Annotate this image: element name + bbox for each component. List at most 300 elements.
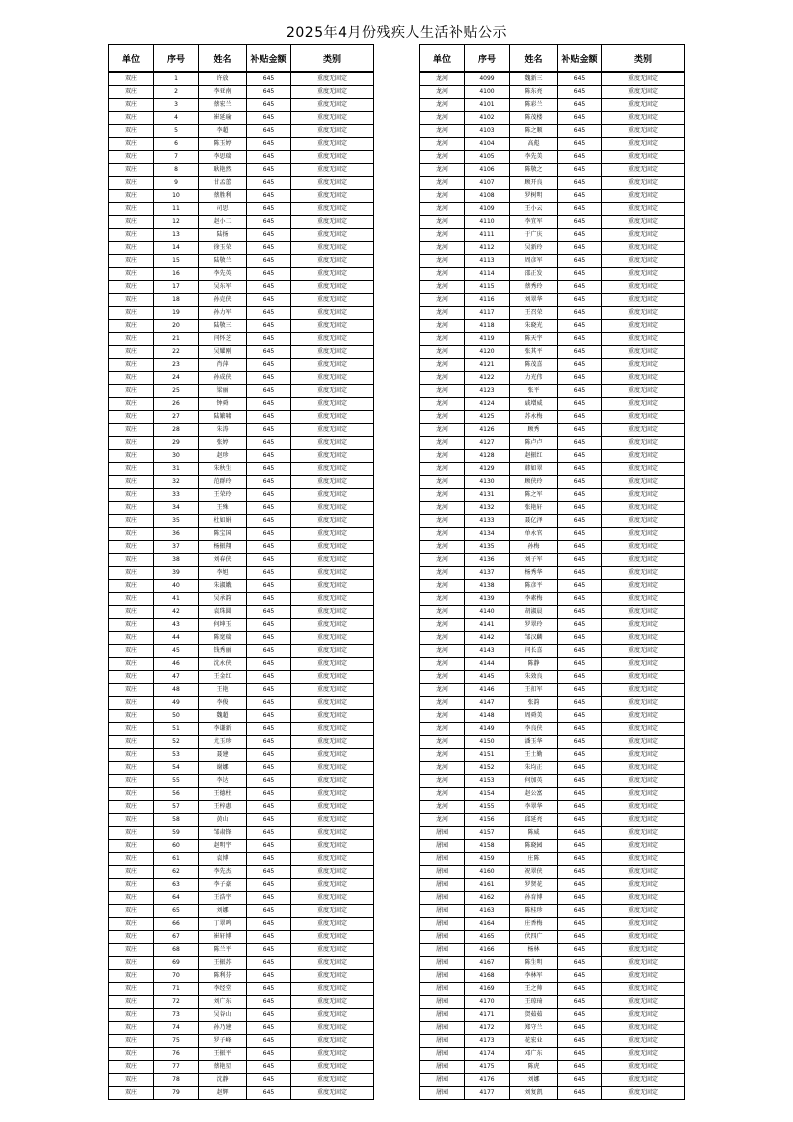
name-cell: 沈永侠 <box>199 658 247 671</box>
type-cell: 重度无固定 <box>602 1035 685 1048</box>
amount-cell: 645 <box>247 1022 291 1035</box>
type-cell: 重度无固定 <box>291 593 374 606</box>
table-row <box>109 814 374 827</box>
amount-cell: 645 <box>247 281 291 294</box>
name-cell: 吴谷山 <box>199 1009 247 1022</box>
amount-cell: 645 <box>247 892 291 905</box>
type-cell: 重度无固定 <box>291 788 374 801</box>
unit-cell: 屠园 <box>420 1009 465 1022</box>
unit-cell: 屠园 <box>420 1035 465 1048</box>
name-cell: 陈东亮 <box>510 86 558 99</box>
table-row <box>109 632 374 645</box>
name-cell: 闫怀芝 <box>199 333 247 346</box>
unit-cell: 龙河 <box>420 749 465 762</box>
type-cell: 重度无固定 <box>291 567 374 580</box>
table-row <box>420 645 685 658</box>
table-row <box>109 1074 374 1087</box>
table-row <box>109 905 374 918</box>
seq-cell: 23 <box>154 359 199 372</box>
seq-cell: 4107 <box>465 177 510 190</box>
unit-cell: 双庄 <box>109 346 154 359</box>
table-row <box>420 515 685 528</box>
unit-cell: 双庄 <box>109 398 154 411</box>
amount-cell: 645 <box>247 931 291 944</box>
seq-cell: 4099 <box>465 72 510 86</box>
unit-cell: 双庄 <box>109 86 154 99</box>
name-cell: 邱延亮 <box>510 814 558 827</box>
unit-cell: 双庄 <box>109 944 154 957</box>
seq-cell: 4168 <box>465 970 510 983</box>
header-name: 姓名 <box>510 45 558 73</box>
table-row <box>109 671 374 684</box>
unit-cell: 双庄 <box>109 502 154 515</box>
seq-cell: 4125 <box>465 411 510 424</box>
name-cell: 李先美 <box>510 151 558 164</box>
amount-cell: 645 <box>247 853 291 866</box>
type-cell: 重度无固定 <box>291 307 374 320</box>
name-cell: 陈晓园 <box>510 840 558 853</box>
amount-cell: 645 <box>558 697 602 710</box>
seq-cell: 4175 <box>465 1061 510 1074</box>
name-cell: 胡淑晨 <box>510 606 558 619</box>
subsidy-table-right <box>419 44 685 1100</box>
type-cell: 重度无固定 <box>291 112 374 125</box>
seq-cell: 4148 <box>465 710 510 723</box>
amount-cell: 645 <box>247 580 291 593</box>
table-row <box>420 242 685 255</box>
table-row <box>109 528 374 541</box>
unit-cell: 龙河 <box>420 359 465 372</box>
type-cell: 重度无固定 <box>291 1009 374 1022</box>
table-row <box>109 957 374 970</box>
name-cell: 杨秀华 <box>510 567 558 580</box>
amount-cell: 645 <box>247 710 291 723</box>
table-row <box>420 528 685 541</box>
name-cell: 崔轩博 <box>199 931 247 944</box>
unit-cell: 双庄 <box>109 788 154 801</box>
unit-cell: 龙河 <box>420 242 465 255</box>
table-row <box>109 424 374 437</box>
type-cell: 重度无固定 <box>291 840 374 853</box>
unit-cell: 屠园 <box>420 879 465 892</box>
name-cell: 袁博 <box>199 853 247 866</box>
type-cell: 重度无固定 <box>602 619 685 632</box>
seq-cell: 63 <box>154 879 199 892</box>
seq-cell: 4122 <box>465 372 510 385</box>
name-cell: 李翠华 <box>510 801 558 814</box>
amount-cell: 645 <box>558 72 602 86</box>
name-cell: 孙力军 <box>199 307 247 320</box>
seq-cell: 7 <box>154 151 199 164</box>
name-cell: 袁珠圆 <box>199 606 247 619</box>
amount-cell: 645 <box>247 99 291 112</box>
unit-cell: 双庄 <box>109 151 154 164</box>
seq-cell: 64 <box>154 892 199 905</box>
unit-cell: 龙河 <box>420 814 465 827</box>
name-cell: 杜如娟 <box>199 515 247 528</box>
seq-cell: 4141 <box>465 619 510 632</box>
table-row <box>109 463 374 476</box>
table-row <box>420 957 685 970</box>
unit-cell: 双庄 <box>109 476 154 489</box>
amount-cell: 645 <box>558 203 602 216</box>
name-cell: 司思 <box>199 203 247 216</box>
amount-cell: 645 <box>558 593 602 606</box>
amount-cell: 645 <box>247 918 291 931</box>
amount-cell: 645 <box>558 86 602 99</box>
name-cell: 陈彩兰 <box>510 99 558 112</box>
seq-cell: 4124 <box>465 398 510 411</box>
table-row <box>420 840 685 853</box>
seq-cell: 4119 <box>465 333 510 346</box>
unit-cell: 双庄 <box>109 879 154 892</box>
unit-cell: 屠园 <box>420 866 465 879</box>
table-row <box>420 346 685 359</box>
type-cell: 重度无固定 <box>291 294 374 307</box>
type-cell: 重度无固定 <box>291 645 374 658</box>
amount-cell: 645 <box>558 515 602 528</box>
name-cell: 于广庆 <box>510 229 558 242</box>
subsidy-table-left <box>108 44 374 1100</box>
unit-cell: 双庄 <box>109 489 154 502</box>
type-cell: 重度无固定 <box>291 177 374 190</box>
amount-cell: 645 <box>558 944 602 957</box>
table-row <box>109 801 374 814</box>
name-cell: 谢娜 <box>199 762 247 775</box>
unit-cell: 屠园 <box>420 944 465 957</box>
amount-cell: 645 <box>558 840 602 853</box>
seq-cell: 4129 <box>465 463 510 476</box>
seq-cell: 4105 <box>465 151 510 164</box>
table-row <box>109 762 374 775</box>
amount-cell: 645 <box>558 385 602 398</box>
type-cell: 重度无固定 <box>291 72 374 86</box>
unit-cell: 屠园 <box>420 827 465 840</box>
table-row <box>109 749 374 762</box>
unit-cell: 双庄 <box>109 268 154 281</box>
type-cell: 重度无固定 <box>602 307 685 320</box>
table-row <box>109 944 374 957</box>
unit-cell: 龙河 <box>420 502 465 515</box>
amount-cell: 645 <box>558 918 602 931</box>
table-row <box>109 398 374 411</box>
type-cell: 重度无固定 <box>291 892 374 905</box>
type-cell: 重度无固定 <box>602 151 685 164</box>
unit-cell: 双庄 <box>109 762 154 775</box>
unit-cell: 屠园 <box>420 1074 465 1087</box>
amount-cell: 645 <box>558 476 602 489</box>
header-name: 姓名 <box>199 45 247 73</box>
table-row <box>109 268 374 281</box>
table-row <box>420 710 685 723</box>
name-cell: 朱均正 <box>510 762 558 775</box>
table-row <box>420 736 685 749</box>
seq-cell: 60 <box>154 840 199 853</box>
type-cell: 重度无固定 <box>602 814 685 827</box>
unit-cell: 双庄 <box>109 710 154 723</box>
name-cell: 刘翠华 <box>510 294 558 307</box>
type-cell: 重度无固定 <box>602 216 685 229</box>
name-cell: 魏超 <box>199 710 247 723</box>
name-cell: 陈桂珍 <box>510 905 558 918</box>
name-cell: 陆繁啸 <box>199 411 247 424</box>
unit-cell: 双庄 <box>109 567 154 580</box>
seq-cell: 17 <box>154 281 199 294</box>
amount-cell: 645 <box>558 619 602 632</box>
amount-cell: 645 <box>558 762 602 775</box>
amount-cell: 645 <box>247 528 291 541</box>
table-row <box>420 125 685 138</box>
name-cell: 邓广东 <box>510 1048 558 1061</box>
type-cell: 重度无固定 <box>291 541 374 554</box>
seq-cell: 44 <box>154 632 199 645</box>
amount-cell: 645 <box>558 307 602 320</box>
unit-cell: 双庄 <box>109 801 154 814</box>
seq-cell: 31 <box>154 463 199 476</box>
seq-cell: 55 <box>154 775 199 788</box>
table-row <box>420 1074 685 1087</box>
type-cell: 重度无固定 <box>291 138 374 151</box>
seq-cell: 67 <box>154 931 199 944</box>
amount-cell: 645 <box>558 411 602 424</box>
seq-cell: 71 <box>154 983 199 996</box>
table-row <box>420 632 685 645</box>
seq-cell: 4136 <box>465 554 510 567</box>
seq-cell: 4117 <box>465 307 510 320</box>
type-cell: 重度无固定 <box>602 463 685 476</box>
type-cell: 重度无固定 <box>291 1074 374 1087</box>
amount-cell: 645 <box>247 619 291 632</box>
seq-cell: 4176 <box>465 1074 510 1087</box>
seq-cell: 4163 <box>465 905 510 918</box>
unit-cell: 屠园 <box>420 1048 465 1061</box>
type-cell: 重度无固定 <box>602 567 685 580</box>
table-row <box>109 723 374 736</box>
name-cell: 李先杰 <box>199 866 247 879</box>
type-cell: 重度无固定 <box>291 1022 374 1035</box>
table-row <box>420 827 685 840</box>
table-row <box>109 346 374 359</box>
seq-cell: 4121 <box>465 359 510 372</box>
amount-cell: 645 <box>247 1035 291 1048</box>
amount-cell: 645 <box>558 866 602 879</box>
unit-cell: 双庄 <box>109 918 154 931</box>
unit-cell: 双庄 <box>109 840 154 853</box>
table-row <box>109 86 374 99</box>
name-cell: 王扣军 <box>510 684 558 697</box>
name-cell: 陆敬三 <box>199 320 247 333</box>
seq-cell: 4172 <box>465 1022 510 1035</box>
table-row <box>420 944 685 957</box>
table-row <box>420 398 685 411</box>
name-cell: 邵正发 <box>510 268 558 281</box>
name-cell: 陈宝国 <box>199 528 247 541</box>
type-cell: 重度无固定 <box>291 749 374 762</box>
name-cell: 罗翠玲 <box>510 619 558 632</box>
type-cell: 重度无固定 <box>602 905 685 918</box>
unit-cell: 龙河 <box>420 554 465 567</box>
amount-cell: 645 <box>247 489 291 502</box>
amount-cell: 645 <box>247 86 291 99</box>
type-cell: 重度无固定 <box>291 463 374 476</box>
name-cell: 沈静 <box>199 1074 247 1087</box>
table-row <box>420 320 685 333</box>
table-row <box>109 1087 374 1100</box>
name-cell: 陈宽瑞 <box>199 632 247 645</box>
amount-cell: 645 <box>558 879 602 892</box>
table-row <box>420 866 685 879</box>
table-row <box>420 333 685 346</box>
seq-cell: 4131 <box>465 489 510 502</box>
unit-cell: 双庄 <box>109 736 154 749</box>
table-row <box>109 294 374 307</box>
table-header-row <box>420 45 685 73</box>
unit-cell: 双庄 <box>109 983 154 996</box>
type-cell: 重度无固定 <box>291 476 374 489</box>
type-cell: 重度无固定 <box>291 684 374 697</box>
type-cell: 重度无固定 <box>291 125 374 138</box>
name-cell: 张平 <box>510 385 558 398</box>
type-cell: 重度无固定 <box>602 164 685 177</box>
type-cell: 重度无固定 <box>602 476 685 489</box>
amount-cell: 645 <box>558 177 602 190</box>
amount-cell: 645 <box>558 1035 602 1048</box>
type-cell: 重度无固定 <box>291 697 374 710</box>
seq-cell: 4169 <box>465 983 510 996</box>
name-cell: 丁翠鸣 <box>199 918 247 931</box>
header-type: 类别 <box>602 45 685 73</box>
amount-cell: 645 <box>558 502 602 515</box>
table-row <box>109 788 374 801</box>
name-cell: 高彪 <box>510 138 558 151</box>
unit-cell: 双庄 <box>109 632 154 645</box>
type-cell: 重度无固定 <box>602 125 685 138</box>
amount-cell: 645 <box>247 606 291 619</box>
name-cell: 顾秀 <box>510 424 558 437</box>
amount-cell: 645 <box>558 736 602 749</box>
name-cell: 崔延瑜 <box>199 112 247 125</box>
table-row <box>109 411 374 424</box>
type-cell: 重度无固定 <box>602 762 685 775</box>
unit-cell: 龙河 <box>420 567 465 580</box>
table-row <box>109 203 374 216</box>
seq-cell: 36 <box>154 528 199 541</box>
table-row <box>420 1022 685 1035</box>
table-row <box>420 619 685 632</box>
name-cell: 李先英 <box>199 268 247 281</box>
type-cell: 重度无固定 <box>602 749 685 762</box>
unit-cell: 双庄 <box>109 372 154 385</box>
table-row <box>420 151 685 164</box>
table-row <box>420 554 685 567</box>
table-row <box>109 710 374 723</box>
type-cell: 重度无固定 <box>291 944 374 957</box>
table-row <box>420 684 685 697</box>
amount-cell: 645 <box>558 580 602 593</box>
unit-cell: 龙河 <box>420 125 465 138</box>
unit-cell: 龙河 <box>420 437 465 450</box>
table-row <box>109 72 374 86</box>
unit-cell: 双庄 <box>109 203 154 216</box>
unit-cell: 龙河 <box>420 801 465 814</box>
type-cell: 重度无固定 <box>602 866 685 879</box>
table-row <box>420 229 685 242</box>
name-cell: 尤玉珍 <box>199 736 247 749</box>
seq-cell: 46 <box>154 658 199 671</box>
unit-cell: 双庄 <box>109 1048 154 1061</box>
table-row <box>109 307 374 320</box>
type-cell: 重度无固定 <box>291 346 374 359</box>
type-cell: 重度无固定 <box>602 879 685 892</box>
unit-cell: 龙河 <box>420 606 465 619</box>
unit-cell: 双庄 <box>109 866 154 879</box>
seq-cell: 4166 <box>465 944 510 957</box>
table-row <box>109 216 374 229</box>
type-cell: 重度无固定 <box>602 710 685 723</box>
name-cell: 祝翠侠 <box>510 866 558 879</box>
unit-cell: 双庄 <box>109 1022 154 1035</box>
table-row <box>420 99 685 112</box>
name-cell: 陈静 <box>510 658 558 671</box>
type-cell: 重度无固定 <box>602 138 685 151</box>
amount-cell: 645 <box>558 554 602 567</box>
type-cell: 重度无固定 <box>602 593 685 606</box>
unit-cell: 龙河 <box>420 190 465 203</box>
seq-cell: 24 <box>154 372 199 385</box>
type-cell: 重度无固定 <box>291 580 374 593</box>
seq-cell: 20 <box>154 320 199 333</box>
table-row <box>109 489 374 502</box>
seq-cell: 32 <box>154 476 199 489</box>
amount-cell: 645 <box>558 463 602 476</box>
unit-cell: 双庄 <box>109 307 154 320</box>
name-cell: 陈威 <box>510 827 558 840</box>
seq-cell: 4115 <box>465 281 510 294</box>
seq-cell: 6 <box>154 138 199 151</box>
seq-cell: 56 <box>154 788 199 801</box>
amount-cell: 645 <box>247 463 291 476</box>
unit-cell: 双庄 <box>109 281 154 294</box>
seq-cell: 8 <box>154 164 199 177</box>
name-cell: 陈茂喜 <box>510 359 558 372</box>
name-cell: 刘娜 <box>510 1074 558 1087</box>
amount-cell: 645 <box>558 671 602 684</box>
unit-cell: 龙河 <box>420 736 465 749</box>
type-cell: 重度无固定 <box>291 931 374 944</box>
type-cell: 重度无固定 <box>291 658 374 671</box>
type-cell: 重度无固定 <box>602 255 685 268</box>
amount-cell: 645 <box>558 814 602 827</box>
type-cell: 重度无固定 <box>602 983 685 996</box>
name-cell: 庄香梅 <box>510 918 558 931</box>
seq-cell: 30 <box>154 450 199 463</box>
type-cell: 重度无固定 <box>291 814 374 827</box>
name-cell: 赵明宇 <box>199 840 247 853</box>
table-row <box>420 996 685 1009</box>
name-cell: 李林军 <box>510 970 558 983</box>
amount-cell: 645 <box>558 528 602 541</box>
amount-cell: 645 <box>247 736 291 749</box>
seq-cell: 38 <box>154 554 199 567</box>
seq-cell: 72 <box>154 996 199 1009</box>
type-cell: 重度无固定 <box>602 398 685 411</box>
amount-cell: 645 <box>558 190 602 203</box>
type-cell: 重度无固定 <box>602 528 685 541</box>
type-cell: 重度无固定 <box>602 801 685 814</box>
table-row <box>109 892 374 905</box>
name-cell: 李宜军 <box>510 216 558 229</box>
unit-cell: 双庄 <box>109 970 154 983</box>
